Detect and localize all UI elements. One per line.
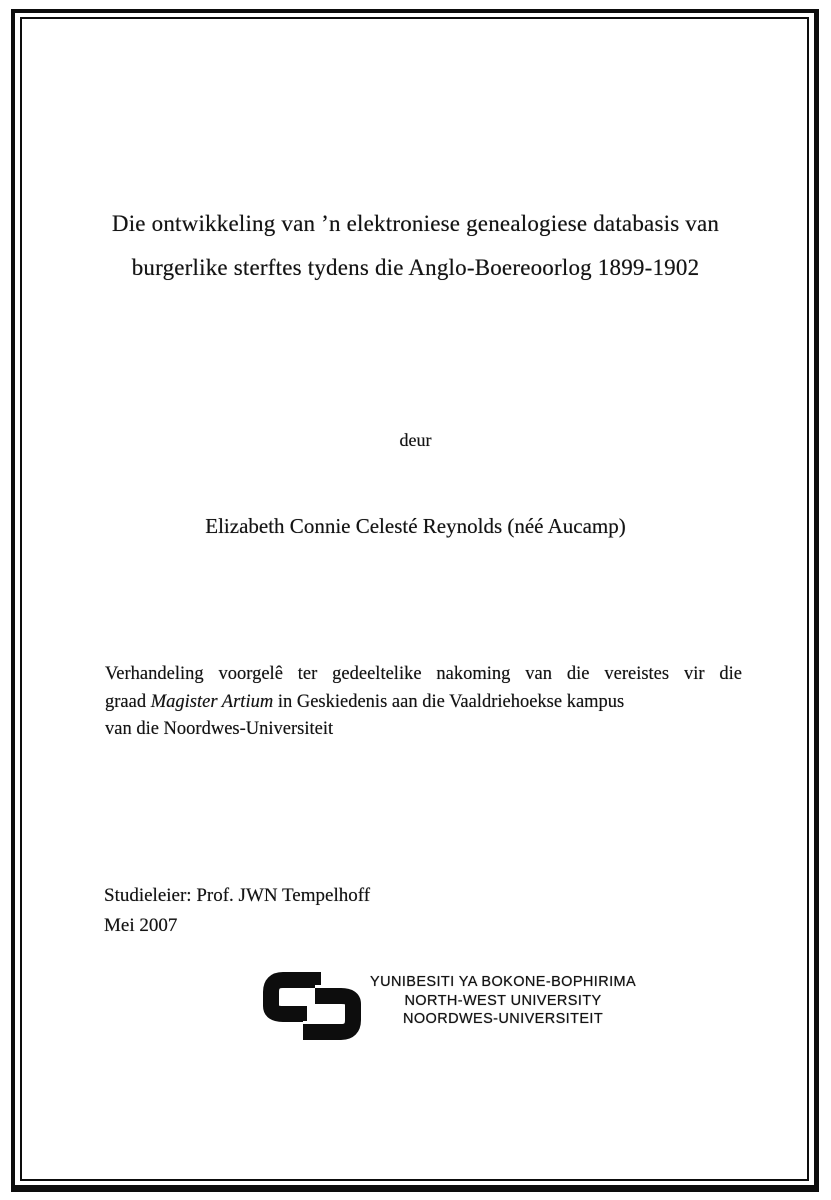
declaration-degree-italic: Magister Artium: [150, 691, 274, 712]
university-logo: [256, 964, 636, 1048]
date-line: Mei 2007: [104, 914, 178, 936]
supervisor-line: Studieleier: Prof. JWN Tempelhoff: [104, 885, 371, 906]
thesis-title: [45, 202, 786, 290]
declaration-line2: [105, 689, 742, 717]
declaration-paragraph: [105, 661, 742, 744]
declaration-line2-prefix: graad: [105, 691, 151, 712]
logo-text-afrikaans: NOORDWES-UNIVERSITEIT: [402, 1011, 604, 1027]
logo-text-setswana: YUNIBESITI YA BOKONE-BOPHIRIMA: [370, 974, 637, 990]
declaration-line2-suffix: in Geskiedenis aan die Vaaldriehoekse kampus: [273, 691, 625, 712]
declaration-line3: van die Noordwes-Universiteit: [105, 719, 334, 739]
logo-text-english: NORTH-WEST UNIVERSITY: [404, 992, 602, 1009]
thesis-title-line1: Die ontwikkeling van ’n elektroniese genealogiese databasis van: [111, 211, 720, 236]
supervisor-block: [104, 881, 370, 940]
author-name: Elizabeth Connie Celesté Reynolds (néé Aucamp): [205, 514, 626, 538]
thesis-title-line2: burgerlike sterftes tydens die Anglo-Boereoorlog 1899-1902: [131, 255, 700, 280]
declaration-line1: Verhandeling voorgelê ter gedeeltelike nakoming van die vereistes vir die: [105, 664, 742, 684]
university-logo-text: [370, 973, 636, 1029]
university-logo-icon: [256, 964, 368, 1048]
byline-label: deur: [399, 430, 432, 450]
